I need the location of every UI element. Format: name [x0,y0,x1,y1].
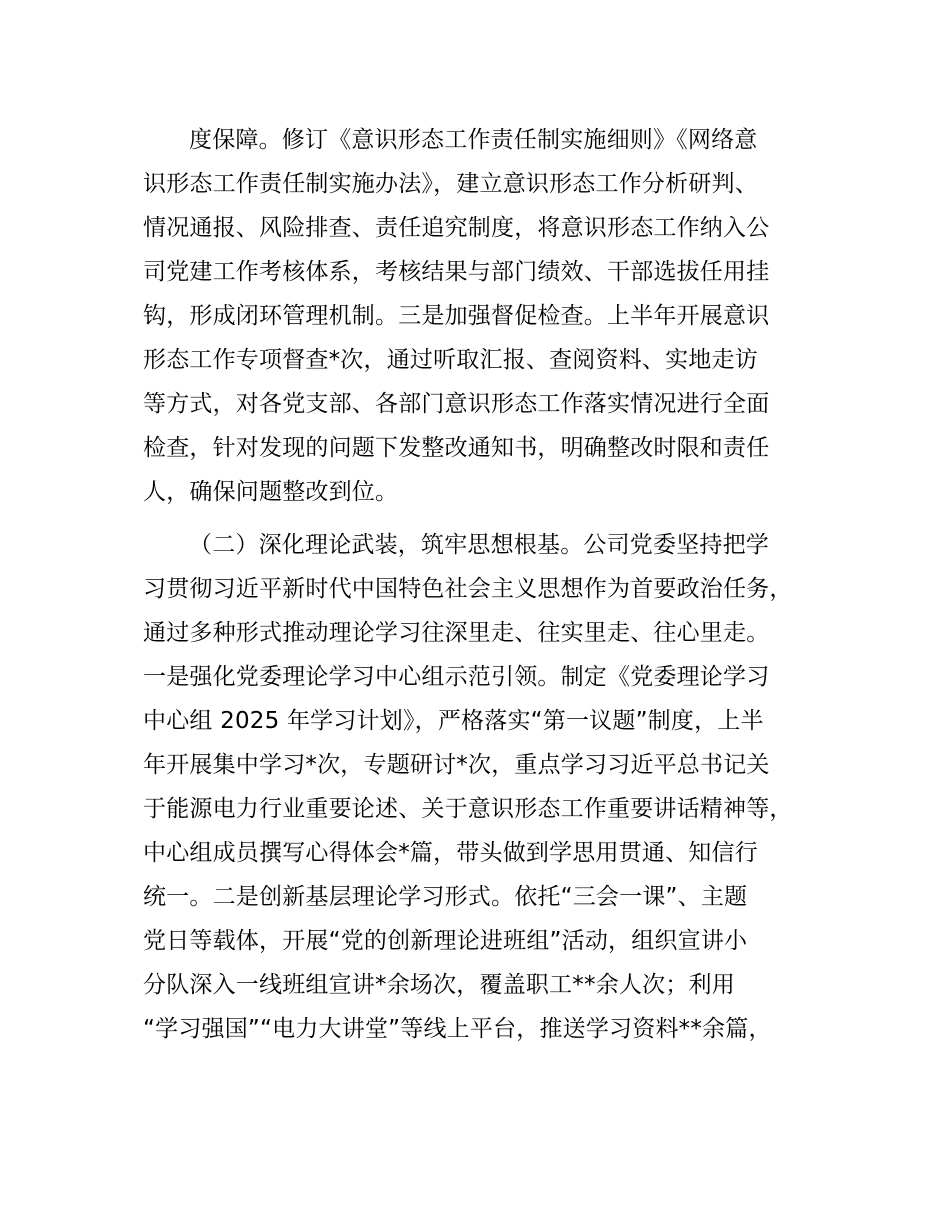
paragraph-line: 司党建工作考核体系，考核结果与部门绩效、干部选拔任用挂 [143,259,770,285]
paragraph-line: 通过多种形式推动理论学习往深里走、往实里走、往心里走。 [143,620,770,646]
paragraph-line: 年开展集中学习*次，专题研讨*次，重点学习习近平总书记关 [143,752,770,778]
paragraph-line: 情况通报、风险排查、责任追究制度，将意识形态工作纳入公 [143,215,770,241]
section-heading-line: （二）深化理论武装，筑牢思想根基。公司党委坚持把学 [189,532,769,558]
paragraph-line: 识形态工作责任制实施办法》，建立意识形态工作分析研判、 [143,171,758,197]
paragraph-1 [143,118,843,514]
paragraph-line: 一是强化党委理论学习中心组示范引领。制定《党委理论学习 [143,664,770,690]
paragraph-line: 于能源电力行业重要论述、关于意识形态工作重要讲话精神等， [143,796,793,822]
paragraph-line: 检查，针对发现的问题下发整改通知书，明确整改时限和责任 [143,435,770,461]
paragraph-line: 习贯彻习近平新时代中国特色社会主义思想作为首要政治任务， [143,576,793,602]
paragraph-line: 中心组成员撰写心得体会*篇，带头做到学思用贯通、知信行 [143,840,758,866]
paragraph-2 [143,523,843,1051]
paragraph-line: 统一。二是创新基层理论学习形式。依托“三会一课”、主题 [143,884,748,910]
paragraph-line: 中心组 2025 年学习计划》，严格落实“第一议题”制度，上半 [143,708,764,734]
paragraph-line: 人，确保问题整改到位。 [143,479,399,505]
paragraph-line: 度保障。修订《意识形态工作责任制实施细则》《网络意 [189,127,758,153]
paragraph-spacer [143,514,843,523]
paragraph-line: 分队深入一线班组宣讲*余场次，覆盖职工**余人次；利用 [143,972,735,998]
paragraph-line: 党日等载体，开展“党的创新理论进班组”活动，组织宣讲小 [143,928,748,954]
document-body [143,118,843,1051]
paragraph-line: 形态工作专项督查*次，通过听取汇报、查阅资料、实地走访 [143,347,758,373]
paragraph-line: 等方式，对各党支部、各部门意识形态工作落实情况进行全面 [143,391,770,417]
paragraph-line: “学习强国”“电力大讲堂”等线上平台，推送学习资料**余篇， [143,1016,772,1042]
paragraph-line: 钩，形成闭环管理机制。三是加强督促检查。上半年开展意识 [143,303,770,329]
